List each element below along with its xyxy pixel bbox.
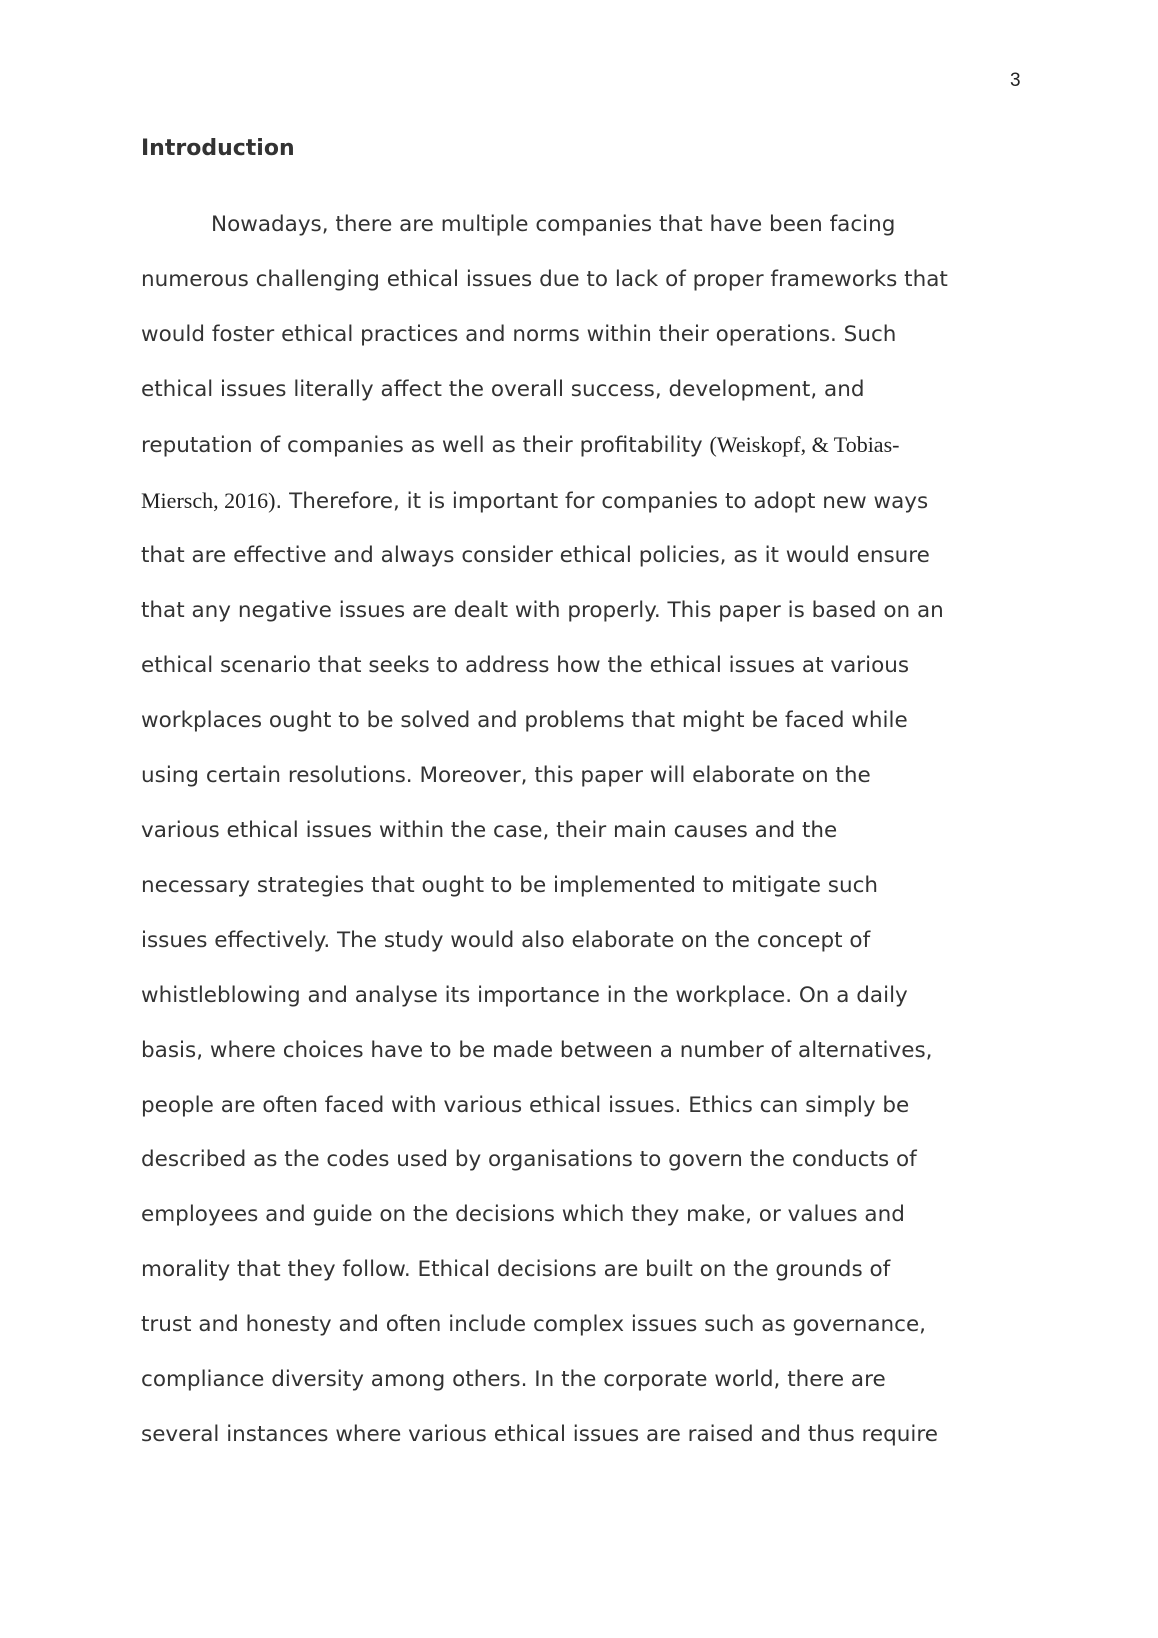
paragraph-line: numerous challenging ethical issues due to lack of proper frameworks that bbox=[141, 266, 948, 292]
paragraph-line: several instances where various ethical issues are raised and thus require bbox=[141, 1421, 938, 1447]
paragraph-line: people are often faced with various ethical issues. Ethics can simply be bbox=[141, 1092, 910, 1118]
paragraph-line: that any negative issues are dealt with properly. This paper is based on an bbox=[141, 598, 944, 624]
citation: Miersch, 2016) bbox=[141, 487, 276, 513]
paragraph-line: would foster ethical practices and norms within their operations. Such bbox=[141, 321, 897, 347]
paragraph-line: trust and honesty and often include complex issues such as governance, bbox=[141, 1312, 927, 1338]
paragraph-line: Nowadays, there are multiple companies that have been facing bbox=[211, 212, 896, 237]
paragraph-line: necessary strategies that ought to be implemented to mitigate such bbox=[141, 872, 879, 898]
paragraph-line: whistleblowing and analyse its importance in the workplace. On a daily bbox=[141, 982, 908, 1008]
body-paragraph bbox=[141, 198, 1026, 1463]
paragraph-line: ethical issues literally affect the overall success, development, and bbox=[141, 376, 865, 402]
paragraph-line: using certain resolutions. Moreover, this paper will elaborate on the bbox=[141, 763, 871, 789]
paragraph-text: reputation of companies as well as their profitability bbox=[141, 432, 710, 458]
paragraph-line bbox=[141, 474, 1026, 530]
paragraph-line: various ethical issues within the case, their main causes and the bbox=[141, 817, 838, 843]
paragraph-line: compliance diversity among others. In the corporate world, there are bbox=[141, 1367, 886, 1393]
section-heading: Introduction bbox=[141, 136, 295, 161]
page-number: 3 bbox=[1010, 70, 1021, 91]
paragraph-line: ethical scenario that seeks to address how the ethical issues at various bbox=[141, 653, 910, 679]
paragraph-line: described as the codes used by organisations to govern the conducts of bbox=[141, 1147, 917, 1173]
paragraph-line: that are effective and always consider ethical policies, as it would ensure bbox=[141, 543, 930, 569]
paragraph-line: morality that they follow. Ethical decisions are built on the grounds of bbox=[141, 1257, 891, 1283]
paragraph-line: issues effectively. The study would also elaborate on the concept of bbox=[141, 927, 871, 953]
citation: (Weiskopf, & Tobias- bbox=[709, 431, 900, 457]
paragraph-line: workplaces ought to be solved and problems that might be faced while bbox=[141, 708, 908, 734]
paragraph-line bbox=[141, 418, 1026, 474]
paragraph-line: basis, where choices have to be made between a number of alternatives, bbox=[141, 1037, 933, 1063]
paragraph-text: . Therefore, it is important for companies to adopt new ways bbox=[275, 488, 929, 514]
paragraph-line: employees and guide on the decisions which they make, or values and bbox=[141, 1202, 905, 1228]
